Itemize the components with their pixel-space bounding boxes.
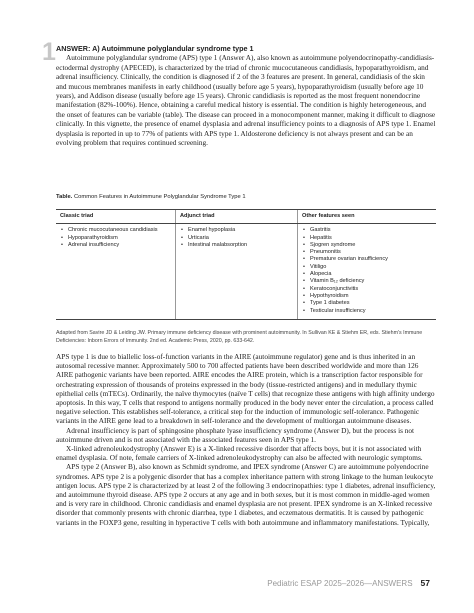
header-adjunct-triad: Adjunct triad: [176, 210, 298, 223]
table-header-row: [56, 210, 436, 224]
list-item: • Vitiligo: [302, 264, 432, 271]
body-paragraph: APS type 2 (Answer B), also known as Schmidt syndrome, and IPEX syndrome (Answer C) are autoimmune polyendocrine syndromes. APS type 2 is a polygenic disorder that has a complex inheritance pattern with strong linkage to the human leukocyte antigen locus. APS type 2 is characterized by at least 2 of the following 3 endocrinopathies: type 1 diabetes, adrenal insufficiency, and autoimmune thyroid disease. APS type 2 occurs at any age and in both sexes, but it is most common in middle-aged women and is very rare in childhood. Chronic candidiasis and enamel dysplasia are not present. IPEX syndrome is an X-linked recessive disorder that commonly presents with chronic diarrhea, type 1 diabetes, and eczematous dermatitis. It is caused by pathogenic variants in the FOXP3 gene, resulting in hyperactive T cells with both autoimmune and inflammatory manifestations. Typically,: [56, 462, 436, 527]
list-item: • Hypoparathyroidism: [60, 235, 171, 242]
list-item: • Chronic mucocutaneous candidiasis: [60, 227, 171, 234]
list-item: • Sjogren syndrome: [302, 242, 432, 249]
features-table: [56, 209, 436, 320]
body-paragraph: X-linked adrenoleukodystrophy (Answer E) is a X-linked recessive disorder that affects boys, but it is not associated with enamel dysplasia. Of note, female carriers of X-linked adrenoleukodystrophy can also be affected with neurologic symptoms.: [56, 444, 423, 463]
list-item: • Enamel hypoplasia: [180, 227, 293, 234]
page-footer: [267, 578, 430, 588]
list-item: • Intestinal malabsorption: [180, 242, 293, 249]
adjunct-triad-column: [176, 224, 298, 319]
answer-heading: ANSWER: A) Autoimmune polyglandular syndrome type 1: [56, 44, 254, 53]
answer-section: [56, 44, 436, 147]
list-item: • Hypothyroidism: [302, 293, 432, 300]
list-item: • Alopecia: [302, 271, 432, 278]
body-paragraph: Adrenal insufficiency is part of sphingosine phosphate lyase insufficiency syndrome (Answer D), but the process is not autoimmune driven and is not associated with the associated features seen in APS type 1.: [56, 425, 415, 444]
body-paragraph: APS type 1 is due to biallelic loss-of-function variants in the AIRE (autoimmune regulator) gene and is thus inherited in an autosomal recessive manner. Approximately 500 to 700 affected patients have been described worldwide and more than 126 AIRE pathogenic variants have been reported. AIRE encodes the AIRE protein, which is a transcription factor responsible for orchestrating expression of thousands of proteins expressed in the body (tissue-restricted antigens) and in medullary thymic epithelial cells (mTECs). Ordinarily, the naïve thymocytes (naïve T cells) that recognize these antigens with high affinity undergo apoptosis. In this way, T cells that respond to antigens normally produced in the body never enter the circulation, a process called negative selection. This establishes self-tolerance, a critical step for the induction of immunologic self-tolerance. Pathogenic variants in the AIRE gene lead to a breakdown in self-tolerance and the development of multiorgan autoimmune diseases.: [56, 352, 435, 426]
list-item: • Type 1 diabetes: [302, 300, 432, 307]
question-number: 1: [42, 38, 56, 66]
list-item: • Testicular insufficiency: [302, 308, 432, 315]
list-item: • Pneumonitis: [302, 249, 432, 256]
answer-paragraph: Autoimmune polyglandular syndrome (APS) type 1 (Answer A), also known as autoimmune polyendocrinopathy-candidiasis-ectodermal dystrophy (APECED), is characterized by the triad of chronic mucocutaneous candidiasis, hypoparathyroidism, and adrenal insufficiency. Clinically, the condition is diagnosed if 2 of the 3 features are present. In general, candidiasis of the skin and mucous membranes manifests in early childhood (usually before age 5 years), hypoparathyroidism (usually before age 10 years), and Addison disease (usually before age 15 years). Chronic candidiasis is reported as the most frequent nonendocrine manifestation (82%-100%). Hence, obtaining a careful medical history is essential. The condition is highly heterogeneous, and the onset of features can be variable (table). The disease can proceed in a monocomponent manner, making it difficult to diagnose clinically. In this vignette, the presence of enamel dysplasia and adrenal insufficiency points to a diagnosis of APS type 1. Enamel dysplasia is reported in up to 77% of patients with APS type 1. Aldosterone deficiency is not always present and can be an evolving problem that requires continued screening.: [56, 53, 436, 148]
list-item: • Vitamin B₁₂ deficiency: [302, 278, 432, 285]
table-caption: [56, 193, 436, 201]
list-item: • Hepatitis: [302, 235, 432, 242]
header-classic-triad: Classic triad: [56, 210, 176, 223]
discussion-text: [56, 352, 436, 527]
other-features-column: [298, 224, 436, 319]
footer-title: Pediatric ESAP 2025–2026—ANSWERS: [267, 579, 413, 588]
list-item: • Gastritis: [302, 227, 432, 234]
table-caption-text: Common Features in Autoimmune Polyglandular Syndrome Type 1: [73, 194, 246, 200]
table-source-note: Adapted from Savire JD & Leiding JW. Primary immune deficiency disease with prominent autoimmunity. In Sullivan KE & Stiehm ER, eds. Stiehm's Immune Deficiencies: Inborn Errors of Immunity. 2nd ed. Academic Press, 2020, pp. 633-642.: [56, 330, 423, 344]
page-number: 57: [420, 578, 430, 588]
list-item: • Keratoconjunctivitis: [302, 286, 432, 293]
list-item: • Adrenal insufficiency: [60, 242, 171, 249]
list-item: • Premature ovarian insufficiency: [302, 256, 432, 263]
classic-triad-column: [56, 224, 176, 319]
table-caption-label: Table.: [56, 194, 73, 200]
header-other-features: Other features seen: [302, 213, 355, 219]
table-body-row: [56, 224, 436, 319]
list-item: • Urticaria: [180, 235, 293, 242]
